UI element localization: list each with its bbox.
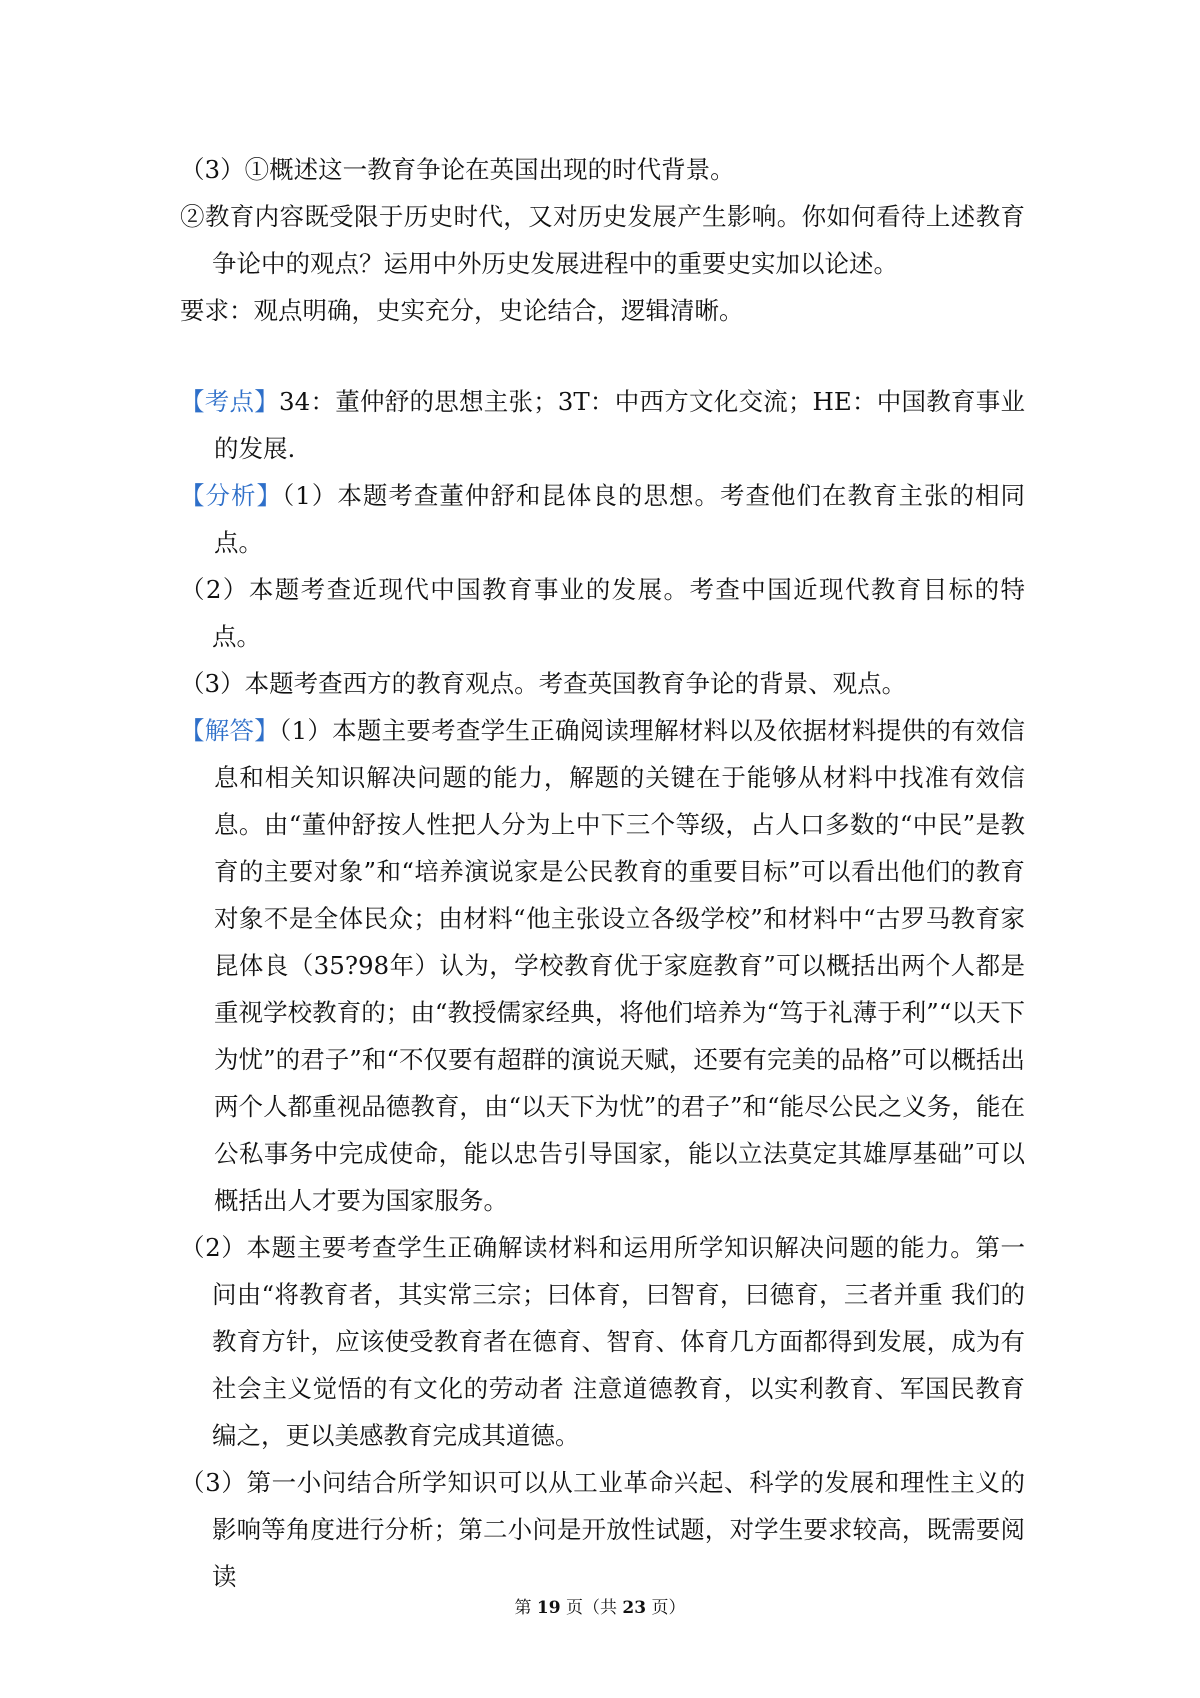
footer-suffix: 页） bbox=[646, 1598, 686, 1618]
jieda-answer-3: （3）第一小问结合所学知识可以从工业革命兴起、科学的发展和理性主义的影响等角度进行分析；第二小问是开放性试题，对学生要求较高，既需要阅读 bbox=[180, 1468, 1025, 1591]
page-content bbox=[180, 146, 1025, 1600]
footer-page-number: 19 bbox=[536, 1598, 561, 1618]
kaodian-section bbox=[180, 378, 1025, 472]
fenxi-point-2: （2）本题考查近现代中国教育事业的发展。考查中国近现代教育目标的特点。 bbox=[180, 575, 1025, 651]
kaodian-label: 【考点】 bbox=[180, 387, 280, 416]
fenxi-section bbox=[180, 472, 1025, 566]
fenxi-label: 【分析】 bbox=[180, 481, 283, 510]
fenxi-point-3: （3）本题考查西方的教育观点。考查英国教育争论的背景、观点。 bbox=[180, 669, 907, 698]
question-part3-sub2: ②教育内容既受限于历史时代，又对历史发展产生影响。你如何看待上述教育争论中的观点？运用中外历史发展进程中的重要史实加以论述。 bbox=[180, 202, 1025, 278]
jieda-answer-1: （1）本题主要考查学生正确阅读理解材料以及依据材料提供的有效信息和相关知识解决问题的能力，解题的关键在于能够从材料中找准有效信息。由“董仲舒按人性把人分为上中下三个等级，占人口多数的“中民”是教育的主要对象”和“培养演说家是公民教育的重要目标”可以看出他们的教育对象不是全体民众；由材料“他主张设立各级学校”和材料中“古罗马教育家昆体良（35?98年）认为，学校教育优于家庭教育”可以概括出两个人都是重视学校教育的；由“教授儒家经典，将他们培养为“笃于礼薄于利”“以天下为忧”的君子”和“不仅要有超群的演说天赋，还要有完美的品格”可以概括出两个人都重视品德教育，由“以天下为忧”的君子”和“能尽公民之义务，能在公私事务中完成使命，能以忠告引导国家，能以立法莫定其雄厚基础”可以概括出人才要为国家服务。 bbox=[214, 716, 1026, 1215]
footer-prefix: 第 bbox=[514, 1598, 537, 1618]
question-requirement: 要求：观点明确，史实充分，史论结合，逻辑清晰。 bbox=[180, 296, 744, 325]
fenxi-point-1: （1）本题考查董仲舒和昆体良的思想。考查他们在教育主张的相同点。 bbox=[214, 481, 1026, 557]
footer-middle: 页（共 bbox=[560, 1598, 623, 1618]
jieda-section bbox=[180, 707, 1025, 1224]
question-part3: （3）①概述这一教育争论在英国出现的时代背景。 bbox=[180, 155, 735, 184]
kaodian-text: 34：董仲舒的思想主张；3T：中西方文化交流；HE：中国教育事业的发展. bbox=[214, 387, 1026, 463]
jieda-answer-2: （2）本题主要考查学生正确解读材料和运用所学知识解决问题的能力。第一问由“将教育者，其实常三宗；曰体育，曰智育，曰德育，三者并重 我们的教育方针，应该使受教育者在德育、智育、体育几方面都得到发展，成为有社会主义觉悟的有文化的劳动者 注意道德教育，以实利教育、军国民教育编之，更以美感教育完成其道德。 bbox=[180, 1233, 1025, 1450]
jieda-label: 【解答】 bbox=[180, 716, 280, 745]
page-footer bbox=[0, 1593, 1200, 1618]
footer-total-pages: 23 bbox=[622, 1598, 647, 1618]
